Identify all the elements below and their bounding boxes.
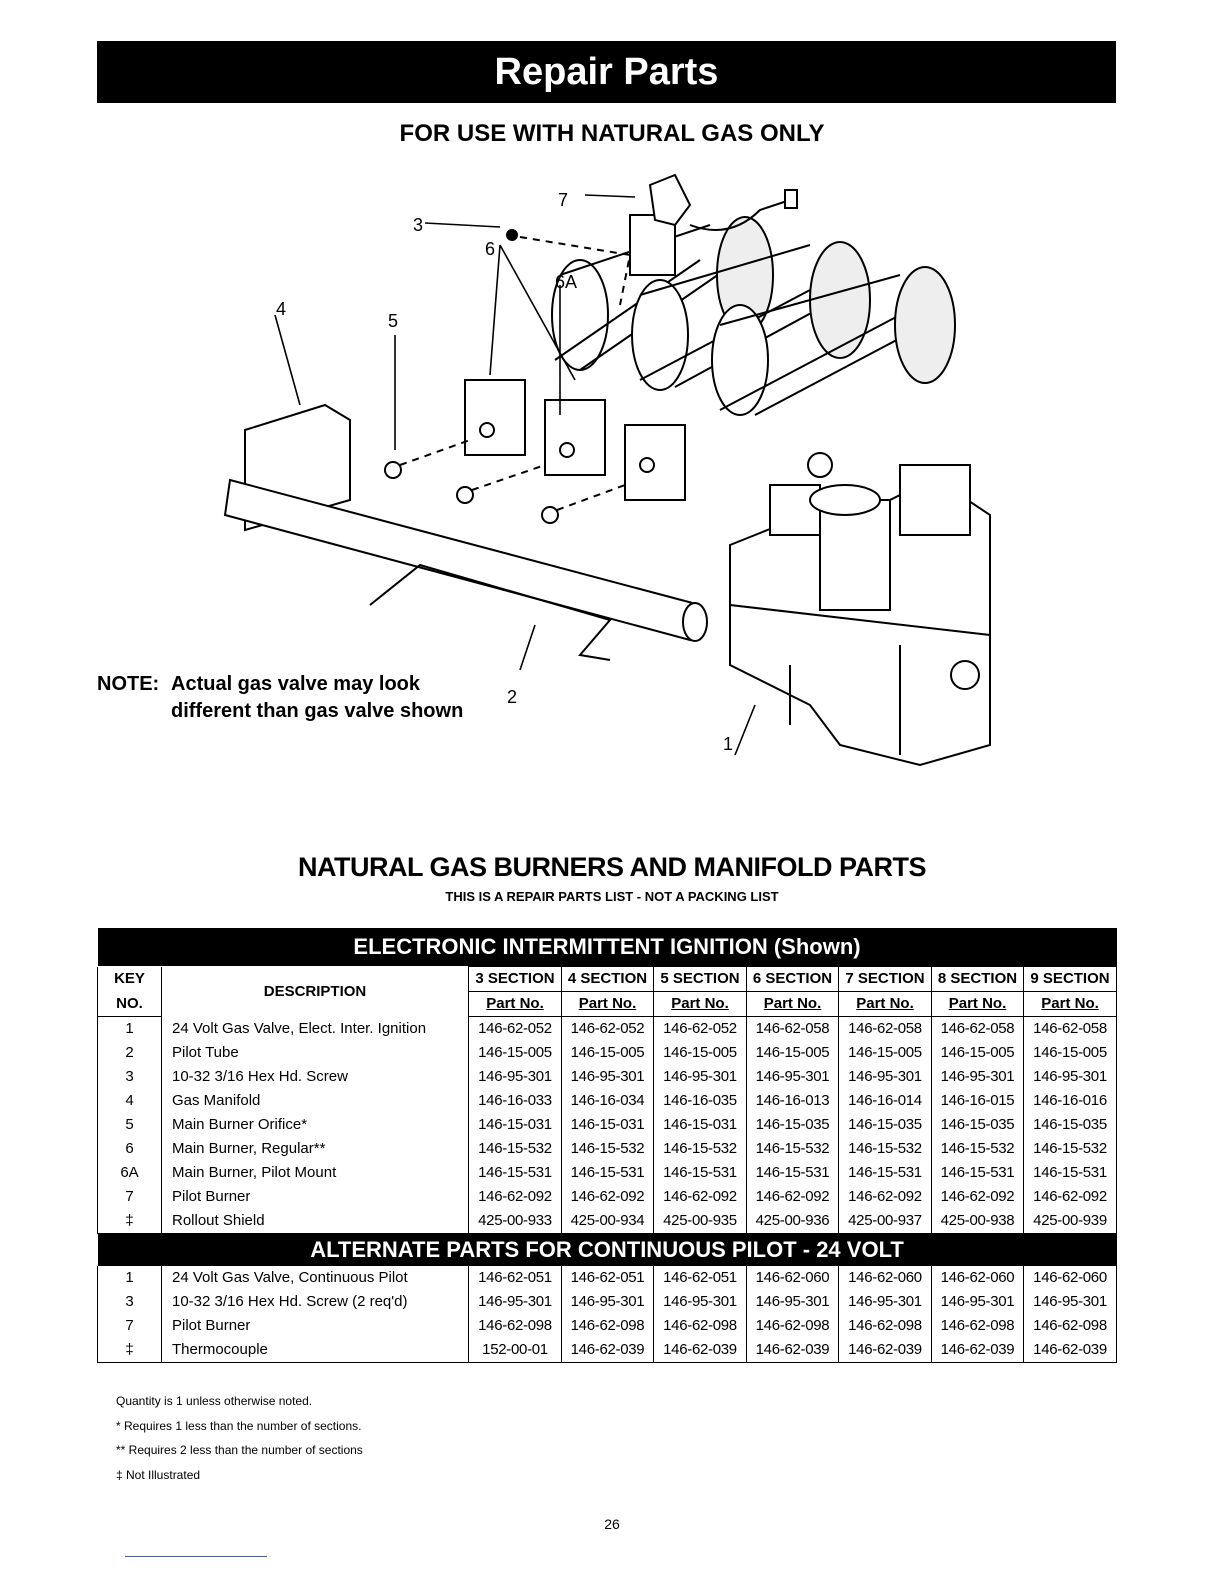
part-number-cell: 146-95-301 xyxy=(747,1290,839,1314)
key-cell: 7 xyxy=(98,1314,162,1338)
part-number-cell: 146-62-052 xyxy=(562,1017,654,1042)
part-number-cell: 146-62-039 xyxy=(932,1338,1024,1363)
description-header: DESCRIPTION xyxy=(162,967,469,1017)
table-band-ignition xyxy=(98,928,1117,967)
part-number-cell: 146-16-033 xyxy=(469,1089,562,1113)
part-number-cell: 146-15-005 xyxy=(562,1041,654,1065)
part-number-cell: 146-16-014 xyxy=(839,1089,932,1113)
part-number-cell: 425-00-937 xyxy=(839,1209,932,1234)
footnotes xyxy=(116,1389,363,1487)
key-cell: ‡ xyxy=(98,1209,162,1234)
section-header: 5 SECTION xyxy=(654,967,747,992)
part-number-cell: 146-95-301 xyxy=(1024,1065,1117,1089)
key-cell: 2 xyxy=(98,1041,162,1065)
part-number-cell: 146-95-301 xyxy=(1024,1290,1117,1314)
part-number-cell: 425-00-939 xyxy=(1024,1209,1117,1234)
part-number-cell: 146-15-531 xyxy=(1024,1161,1117,1185)
burner-head xyxy=(625,425,685,500)
part-number-cell: 152-00-01 xyxy=(469,1338,562,1363)
page-subtitle: FOR USE WITH NATURAL GAS ONLY xyxy=(399,120,825,147)
key-cell: 6A xyxy=(98,1161,162,1185)
part-number-cell: 146-16-034 xyxy=(562,1089,654,1113)
part-number-cell: 146-15-005 xyxy=(747,1041,839,1065)
part-number-cell: 146-95-301 xyxy=(932,1290,1024,1314)
part-number-cell: 425-00-935 xyxy=(654,1209,747,1234)
orifice xyxy=(457,487,473,503)
description-cell: Rollout Shield xyxy=(162,1209,469,1234)
part-number-cell: 146-62-051 xyxy=(562,1266,654,1290)
part-number-cell: 146-15-005 xyxy=(1024,1041,1117,1065)
divider xyxy=(125,1556,267,1557)
description-cell: Pilot Tube xyxy=(162,1041,469,1065)
part-number-cell: 146-62-058 xyxy=(1024,1017,1117,1042)
section-header: 6 SECTION xyxy=(747,967,839,992)
description-cell: Pilot Burner xyxy=(162,1185,469,1209)
description-cell: 10-32 3/16 Hex Hd. Screw (2 req'd) xyxy=(162,1290,469,1314)
part-number-cell: 146-95-301 xyxy=(469,1065,562,1089)
part-number-cell: 146-62-039 xyxy=(839,1338,932,1363)
part-number-cell: 425-00-936 xyxy=(747,1209,839,1234)
part-number-cell: 146-62-052 xyxy=(469,1017,562,1042)
band-title-ignition: ELECTRONIC INTERMITTENT IGNITION (Shown) xyxy=(98,928,1117,967)
key-header: KEY xyxy=(98,967,162,992)
part-number-cell: 146-62-051 xyxy=(469,1266,562,1290)
part-number-cell: 146-62-098 xyxy=(654,1314,747,1338)
part-number-cell: 146-62-092 xyxy=(1024,1185,1117,1209)
description-cell: Main Burner, Pilot Mount xyxy=(162,1161,469,1185)
gas-manifold xyxy=(225,480,700,640)
footnote: Quantity is 1 unless otherwise noted. xyxy=(116,1394,313,1408)
part-number-cell: 425-00-938 xyxy=(932,1209,1024,1234)
part-number-cell: 146-62-092 xyxy=(469,1185,562,1209)
part-number-cell: 146-62-092 xyxy=(562,1185,654,1209)
part-number-cell: 146-62-098 xyxy=(932,1314,1024,1338)
part-number-cell: 425-00-934 xyxy=(562,1209,654,1234)
part-number-cell: 146-15-532 xyxy=(932,1137,1024,1161)
callout-7: 7 xyxy=(558,190,569,210)
diagram-note xyxy=(97,671,463,725)
table-row xyxy=(98,1089,1117,1113)
part-number-cell: 146-15-031 xyxy=(469,1113,562,1137)
key-cell: 5 xyxy=(98,1113,162,1137)
table-row xyxy=(98,1338,1117,1363)
part-number-cell: 146-15-531 xyxy=(747,1161,839,1185)
part-number-cell: 146-62-039 xyxy=(562,1338,654,1363)
part-number-cell: 146-16-015 xyxy=(932,1089,1024,1113)
callout-6: 6 xyxy=(485,239,496,259)
part-number-cell: 146-62-092 xyxy=(654,1185,747,1209)
key-cell: 3 xyxy=(98,1065,162,1089)
table-row xyxy=(98,1185,1117,1209)
part-no-header: Part No. xyxy=(562,992,654,1017)
callout-5: 5 xyxy=(388,311,399,331)
note-line-1: Actual gas valve may look xyxy=(171,673,421,695)
part-number-cell: 146-15-035 xyxy=(747,1113,839,1137)
orifice xyxy=(542,507,558,523)
part-number-cell: 146-95-301 xyxy=(562,1290,654,1314)
part-number-cell: 146-62-060 xyxy=(1024,1266,1117,1290)
table-row xyxy=(98,1137,1117,1161)
part-number-cell: 146-62-039 xyxy=(1024,1338,1117,1363)
key-no-header: NO. xyxy=(98,992,162,1017)
table-band-alternate xyxy=(98,1234,1117,1267)
key-cell: ‡ xyxy=(98,1338,162,1363)
band-title-alternate: ALTERNATE PARTS FOR CONTINUOUS PILOT - 24 VOLT xyxy=(98,1234,1117,1267)
table-header-row xyxy=(98,967,1117,992)
orifice xyxy=(385,462,401,478)
part-number-cell: 146-95-301 xyxy=(562,1065,654,1089)
key-cell: 7 xyxy=(98,1185,162,1209)
description-cell: 10-32 3/16 Hex Hd. Screw xyxy=(162,1065,469,1089)
part-number-cell: 146-62-058 xyxy=(747,1017,839,1042)
description-cell: Main Burner Orifice* xyxy=(162,1113,469,1137)
part-number-cell: 146-15-531 xyxy=(654,1161,747,1185)
part-number-cell: 146-15-031 xyxy=(562,1113,654,1137)
section-subtitle: THIS IS A REPAIR PARTS LIST - NOT A PACKING LIST xyxy=(445,889,779,904)
part-number-cell: 146-15-005 xyxy=(654,1041,747,1065)
part-number-cell: 425-00-933 xyxy=(469,1209,562,1234)
part-number-cell: 146-15-031 xyxy=(654,1113,747,1137)
page-title-banner xyxy=(97,41,1116,103)
part-number-cell: 146-62-092 xyxy=(839,1185,932,1209)
part-number-cell: 146-15-531 xyxy=(469,1161,562,1185)
description-cell: Gas Manifold xyxy=(162,1089,469,1113)
description-cell: 24 Volt Gas Valve, Elect. Inter. Ignition xyxy=(162,1017,469,1042)
part-number-cell: 146-15-035 xyxy=(1024,1113,1117,1137)
key-cell: 1 xyxy=(98,1017,162,1042)
section-header: 4 SECTION xyxy=(562,967,654,992)
part-no-header: Part No. xyxy=(654,992,747,1017)
part-number-cell: 146-62-098 xyxy=(469,1314,562,1338)
key-cell: 4 xyxy=(98,1089,162,1113)
description-cell: Thermocouple xyxy=(162,1338,469,1363)
part-number-cell: 146-15-005 xyxy=(932,1041,1024,1065)
part-number-cell: 146-15-532 xyxy=(747,1137,839,1161)
key-cell: 1 xyxy=(98,1266,162,1290)
part-number-cell: 146-95-301 xyxy=(932,1065,1024,1089)
part-number-cell: 146-15-532 xyxy=(562,1137,654,1161)
part-number-cell: 146-62-051 xyxy=(654,1266,747,1290)
table-row xyxy=(98,1266,1117,1290)
callout-3: 3 xyxy=(413,215,424,235)
table-row xyxy=(98,1113,1117,1137)
section-header: 7 SECTION xyxy=(839,967,932,992)
part-no-header: Part No. xyxy=(932,992,1024,1017)
part-number-cell: 146-62-058 xyxy=(932,1017,1024,1042)
part-number-cell: 146-15-005 xyxy=(469,1041,562,1065)
part-number-cell: 146-15-532 xyxy=(1024,1137,1117,1161)
part-number-cell: 146-62-098 xyxy=(562,1314,654,1338)
part-number-cell: 146-62-092 xyxy=(932,1185,1024,1209)
part-number-cell: 146-15-035 xyxy=(932,1113,1024,1137)
burner-head xyxy=(465,380,525,455)
part-number-cell: 146-95-301 xyxy=(469,1290,562,1314)
callout-2: 2 xyxy=(507,687,518,707)
part-number-cell: 146-15-035 xyxy=(839,1113,932,1137)
callout-4: 4 xyxy=(276,299,287,319)
part-no-header: Part No. xyxy=(469,992,562,1017)
section-header: 3 SECTION xyxy=(469,967,562,992)
part-number-cell: 146-15-531 xyxy=(839,1161,932,1185)
note-label: NOTE: xyxy=(97,673,160,695)
footnote: * Requires 1 less than the number of sections. xyxy=(116,1418,362,1433)
callout-1: 1 xyxy=(723,734,734,754)
table-row xyxy=(98,1041,1117,1065)
part-number-cell: 146-62-060 xyxy=(839,1266,932,1290)
part-number-cell: 146-62-092 xyxy=(747,1185,839,1209)
footnote: ** Requires 2 less than the number of sections xyxy=(116,1443,363,1457)
part-number-cell: 146-62-039 xyxy=(654,1338,747,1363)
part-number-cell: 146-62-060 xyxy=(747,1266,839,1290)
part-number-cell: 146-62-060 xyxy=(932,1266,1024,1290)
part-number-cell: 146-62-039 xyxy=(747,1338,839,1363)
footnote: ‡ Not Illustrated xyxy=(116,1467,201,1482)
part-no-header: Part No. xyxy=(1024,992,1117,1017)
page-title: Repair Parts xyxy=(494,50,719,93)
table-row xyxy=(98,1314,1117,1338)
parts-table xyxy=(97,928,1117,1363)
section-header: 8 SECTION xyxy=(932,967,1024,992)
section-header: 9 SECTION xyxy=(1024,967,1117,992)
part-number-cell: 146-95-301 xyxy=(654,1065,747,1089)
part-no-header: Part No. xyxy=(747,992,839,1017)
part-number-cell: 146-15-532 xyxy=(469,1137,562,1161)
part-number-cell: 146-16-013 xyxy=(747,1089,839,1113)
table-row xyxy=(98,1065,1117,1089)
part-number-cell: 146-95-301 xyxy=(839,1065,932,1089)
part-number-cell: 146-62-098 xyxy=(1024,1314,1117,1338)
burner-head xyxy=(545,400,605,475)
description-cell: Pilot Burner xyxy=(162,1314,469,1338)
callout-6a: 6A xyxy=(555,272,578,292)
description-cell: Main Burner, Regular** xyxy=(162,1137,469,1161)
gas-valve xyxy=(730,453,990,765)
part-number-cell: 146-15-531 xyxy=(562,1161,654,1185)
table-row xyxy=(98,1017,1117,1042)
part-number-cell: 146-62-098 xyxy=(839,1314,932,1338)
table-row xyxy=(98,1209,1117,1234)
part-number-cell: 146-15-531 xyxy=(932,1161,1024,1185)
key-cell: 3 xyxy=(98,1290,162,1314)
part-number-cell: 146-62-098 xyxy=(747,1314,839,1338)
table-row xyxy=(98,1161,1117,1185)
part-number-cell: 146-62-058 xyxy=(839,1017,932,1042)
part-number-cell: 146-95-301 xyxy=(747,1065,839,1089)
description-cell: 24 Volt Gas Valve, Continuous Pilot xyxy=(162,1266,469,1290)
page-number: 26 xyxy=(604,1516,620,1532)
section-title: NATURAL GAS BURNERS AND MANIFOLD PARTS xyxy=(298,852,926,882)
note-line-2: different than gas valve shown xyxy=(171,700,464,722)
part-number-cell: 146-15-532 xyxy=(654,1137,747,1161)
part-number-cell: 146-15-532 xyxy=(839,1137,932,1161)
part-number-cell: 146-15-005 xyxy=(839,1041,932,1065)
part-number-cell: 146-95-301 xyxy=(839,1290,932,1314)
part-number-cell: 146-16-035 xyxy=(654,1089,747,1113)
part-number-cell: 146-95-301 xyxy=(654,1290,747,1314)
part-number-cell: 146-16-016 xyxy=(1024,1089,1117,1113)
part-number-cell: 146-62-052 xyxy=(654,1017,747,1042)
key-cell: 6 xyxy=(98,1137,162,1161)
table-row xyxy=(98,1290,1117,1314)
part-no-header: Part No. xyxy=(839,992,932,1017)
